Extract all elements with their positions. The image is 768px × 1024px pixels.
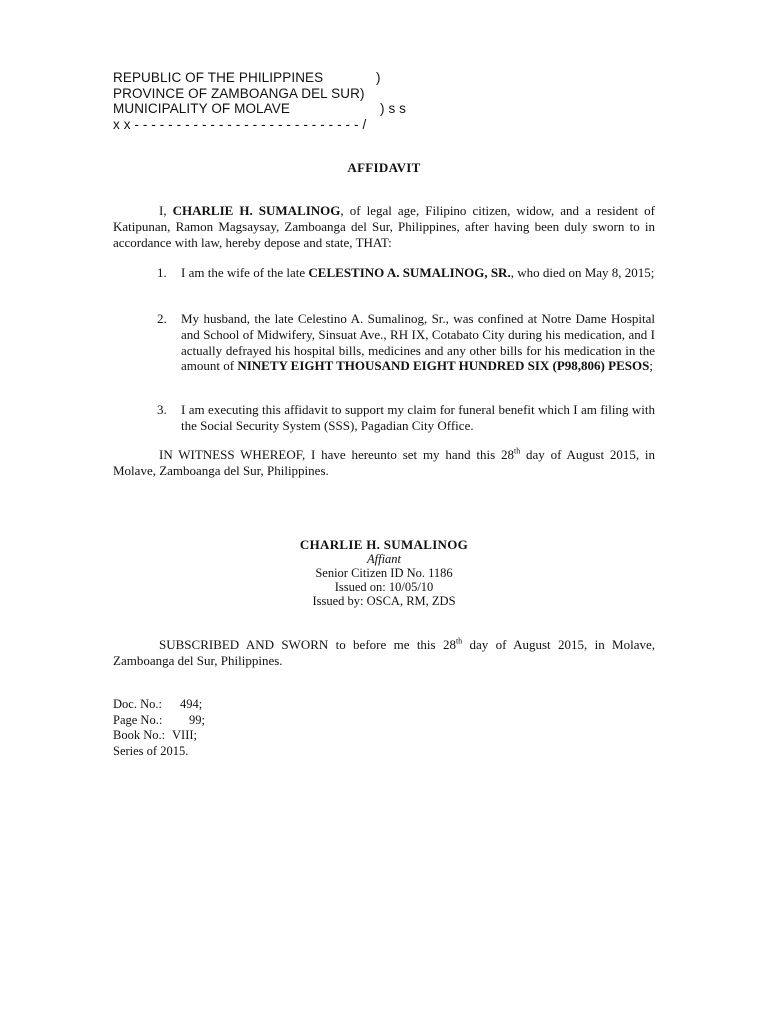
list-item-number: 2. [157,311,167,326]
list-item-text-bold: NINETY EIGHT THOUSAND EIGHT HUNDRED SIX (P98,806) PESOS [237,358,650,374]
book-number-label: Book No.: [113,728,166,742]
subscribed-ordinal: th [455,636,463,646]
doc-number-label: Doc. No.: [113,697,162,711]
header-line-province [113,86,366,102]
list-item-number: 1. [157,265,167,280]
header-ss-mark: ) s s [380,101,406,116]
page-number-label: Page No.: [113,712,163,727]
list-item [157,311,655,374]
series-text: Series of 2015. [113,743,189,758]
affiant-role: Affiant [366,552,402,566]
list-item-text-pre: My husband, the late Celestino A. Sumalinog, Sr., was confined at Notre Dame Hospital and School of Midwifery, Sinsuat Ave., RH IX, Cotabato City during his medication, and I actually defrayed his hospital bills, medicines and any other bills for his medication in the amount of [181,311,655,374]
list-item-text [181,402,655,434]
id-issued-on: Issued on: 10/05/10 [334,580,434,594]
document-title: AFFIDAVIT [347,160,421,175]
list-item [157,402,655,434]
witness-text-pre: IN WITNESS WHEREOF, I have hereunto set my hand this 28 [159,447,514,462]
notarial-register-info [113,697,205,759]
list-item [157,265,655,281]
header-municipality-text: MUNICIPALITY OF MOLAVE [113,101,290,116]
header-province-text: PROVINCE OF ZAMBOANGA DEL SUR) [113,85,365,101]
affiant-name: CHARLIE H. SUMALINOG [299,537,469,552]
doc-number-row [113,697,203,713]
witness-paragraph [113,447,655,479]
page-number-value: 99; [189,712,205,727]
intro-paragraph [113,203,655,250]
header-bracket: ) [376,70,381,85]
subscribed-text-post: day of August 2015, in Molave, Zamboanga del Sur, Philippines. [113,637,655,668]
subscribed-paragraph [113,637,655,669]
list-item-text [181,311,655,374]
header-line-municipality [113,101,406,117]
subscribed-text-pre: SUBSCRIBED AND SWORN to before me this 28 [159,637,456,652]
senior-citizen-id: Senior Citizen ID No. 1186 [315,566,453,580]
list-item-text-bold: CELESTINO A. SUMALINOG, SR. [308,265,511,280]
list-item-text-post: ; [649,358,653,374]
book-number-value: VIII; [172,728,197,742]
list-item-text-post: , who died on May 8, 2015; [510,265,655,280]
header-line-separator [113,117,366,133]
witness-ordinal: th [514,446,521,456]
header-line-republic [113,70,381,86]
doc-number-value: 494; [180,697,203,711]
book-number-row [113,728,197,744]
list-item-text-pre: I am the wife of the late [181,265,309,280]
id-issued-by: Issued by: OSCA, RM, ZDS [312,594,456,608]
affiant-name-inline: CHARLIE H. SUMALINOG [172,203,341,218]
signature-block [0,537,768,608]
intro-rest: , of legal age, Filipino citizen, widow, and a resident of Katipunan, Ramon Magsaysay, Zamboanga del Sur, Philippines, after having been duly sworn to in accordance with law, hereby depose and state, THAT: [113,203,655,250]
list-item-number: 3. [157,402,167,417]
list-item-text-pre: I am executing this affidavit to support my claim for funeral benefit which I am filing with the Social Security System (SSS), Pagadian City Office. [181,402,655,433]
witness-text-post: day of August 2015, in Molave, Zamboanga del Sur, Philippines. [113,447,655,478]
intro-prefix: I, [159,203,173,218]
jurisdiction-header [113,70,406,132]
series-row [113,744,188,760]
header-republic-text: REPUBLIC OF THE PHILIPPINES [113,70,324,85]
page-number-row [113,712,205,729]
header-separator-text: x x - - - - - - - - - - - - - - - - - - - - - - - - - - - / [113,116,367,132]
list-item-text [181,265,655,281]
